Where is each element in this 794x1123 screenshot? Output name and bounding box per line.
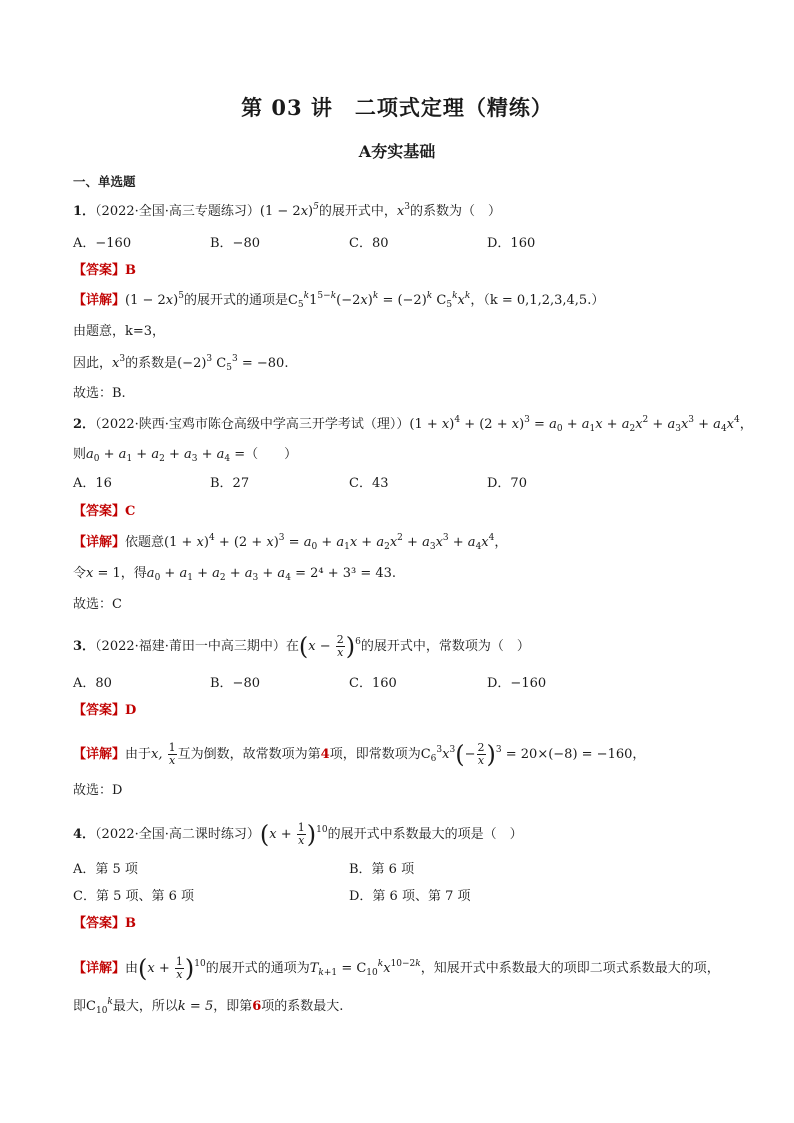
page-title: 第 03 讲 二项式定理（精练）	[241, 95, 553, 120]
q1-option-b: B．−80	[210, 236, 260, 251]
q3-answer: 【答案】D	[73, 703, 137, 718]
q4-option-c: C．第 5 项、第 6 项	[73, 889, 195, 904]
q4-option-b: B．第 6 项	[349, 862, 415, 877]
q3-option-c: C．160	[349, 676, 397, 691]
q1-option-c: C．80	[349, 236, 389, 251]
q1-conclusion: 故选：B.	[73, 386, 126, 401]
q3-option-b: B．−80	[210, 676, 260, 691]
question-3-stem: 3．（2022·福建·莆田一中高三期中）在(x − $\frac{2}{x}$ )$^6$的展开式中，常数项为（ ）	[73, 632, 530, 661]
q3-conclusion: 故选：D	[73, 783, 123, 798]
q2-detail: 【详解】依题意$(1 + x)^4 + (2 + x)^3 = a_0 + a_1x + a_2x^2 + a_3x^3 + a_4x^4$，	[73, 533, 508, 552]
q4-detail: 【详解】由(x + $\frac{1}{x}$ )$^{10}$的展开式的通项为$T_{k+1} = C_{10}^kx^{10-2k}$，知展开式中系数最大的项即二项式系数最大的项，	[73, 954, 720, 983]
question-4-stem: 4．（2022·全国·高二课时练习）(x + $\frac{1}{x}$ )$^{10}$的展开式中系数最大的项是（ ）	[73, 820, 523, 849]
q3-option-d: D．−160	[487, 676, 547, 691]
q1-detail-line3: 因此，$x^3$的系数是$(-2)^3$ $C_5^3 = -80$.	[73, 354, 289, 373]
question-2-stem-line2: 则$a_0 + a_1 + a_2 + a_3 + a_4$ =（ ）	[73, 447, 298, 464]
question-1-stem: 1．（2022·全国·高三专题练习）$(1 - 2x)^5$的展开式中，$x^3$的系数为（ ）	[73, 202, 501, 219]
q4-detail-line2: 即$C_{10}^k$最大，所以k = 5，即第6项的系数最大.	[73, 997, 344, 1016]
page-subtitle: A夯实基础	[358, 142, 436, 161]
expr-q1-binomial: $(1 - 2x)^5$	[259, 202, 319, 219]
q4-option-d: D．第 6 项、第 7 项	[349, 889, 471, 904]
q2-detail-line2: 令x = 1，得$a_0 + a_1 + a_2 + a_3 + a_4 = 2^4 + 3^3 = 43$.	[73, 566, 397, 583]
q1-option-a: A．−160	[73, 236, 132, 251]
q1-answer: 【答案】B	[73, 263, 137, 278]
q2-option-a: A．16	[73, 476, 112, 491]
q2-option-d: D．70	[487, 476, 527, 491]
q4-answer: 【答案】B	[73, 916, 137, 931]
q1-detail-line2: 由题意，k=3，	[73, 324, 166, 339]
q1-detail: 【详解】$(1 - 2x)^5$的展开式的通项是$C_5^k1^{5-k}(-2x)^k = (-2)^k$ $C_5^kx^k$，（k = 0,1,2,3,4,5.）	[73, 291, 605, 310]
q2-option-c: C．43	[349, 476, 389, 491]
q2-conclusion: 故选：C	[73, 597, 122, 612]
q3-detail: 【详解】由于x, $\frac{1}{x}$ 互为倒数，故常数项为第4项，即常数项为$C_6^3x^3(-$ $\frac{2}{x}$ )$^3$ = 20×(−8) = −160，	[73, 740, 646, 769]
q2-option-b: B．27	[210, 476, 250, 491]
section-heading: 一、单选题	[73, 174, 136, 189]
q3-option-a: A．80	[73, 676, 112, 691]
question-2-stem: 2．（2022·陕西·宝鸡市陈仓高级中学高三开学考试（理））$(1 + x)^4 + (2 + x)^3 = a_0 + a_1x + a_2x^2 + a_3x^3 + a_4x^4$，	[73, 415, 753, 434]
q4-option-a: A．第 5 项	[73, 862, 138, 877]
q1-option-d: D．160	[487, 236, 536, 251]
q2-answer: 【答案】C	[73, 504, 136, 519]
